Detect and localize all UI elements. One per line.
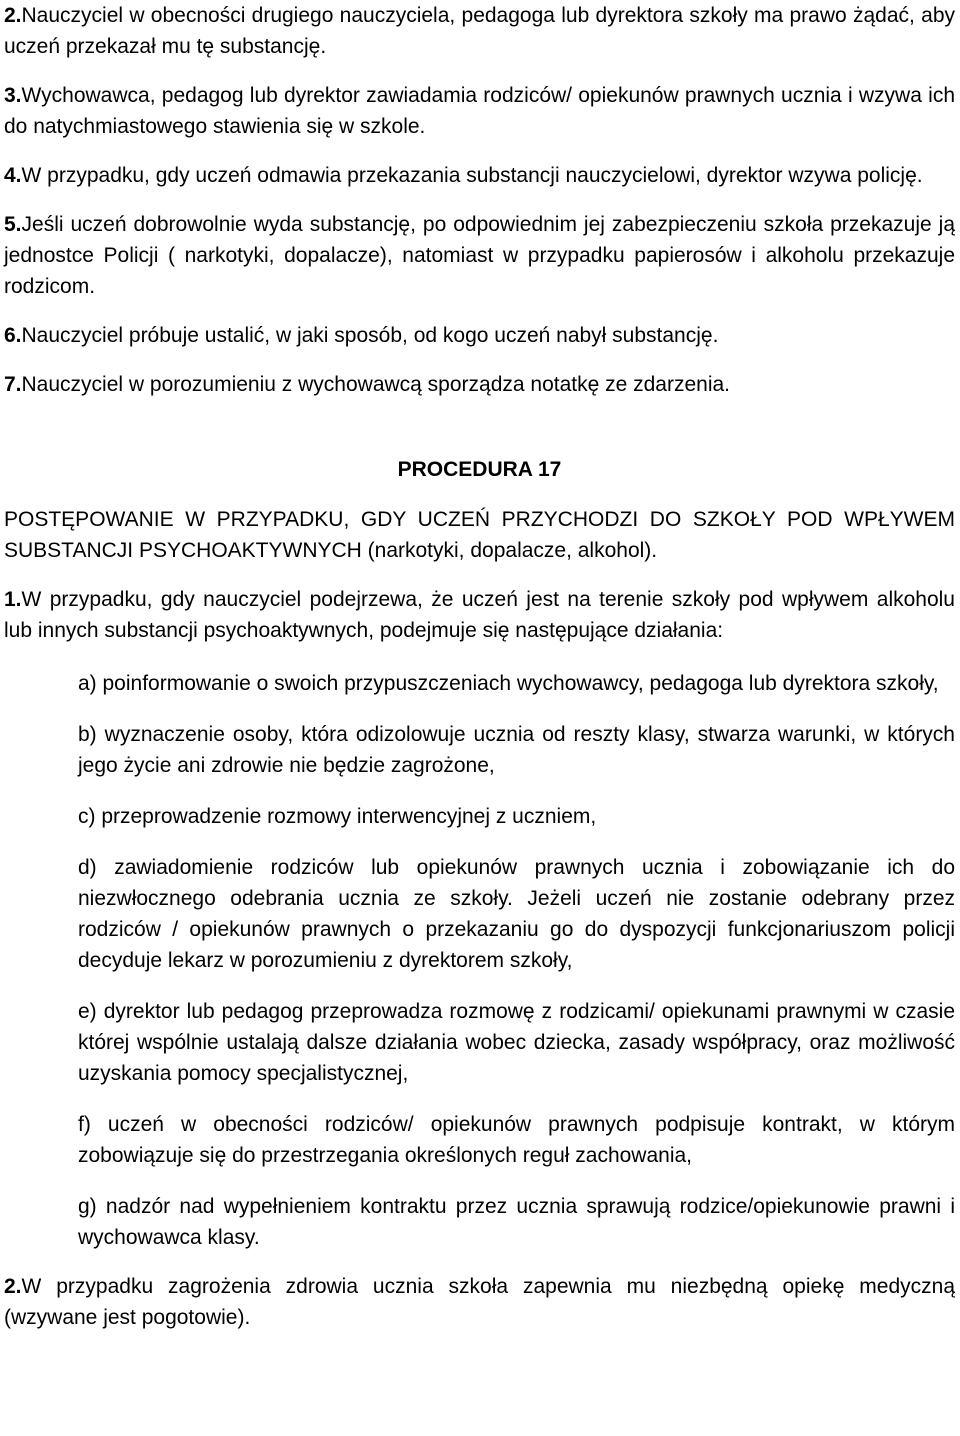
item-text: Jeśli uczeń dobrowolnie wyda substancję, po odpowiednim jej zabezpieczeniu szkoła przekazuje ją jednostce Policji ( narkotyki, dopalacze), natomiast w przypadku papierosów i alkoholu przekazuje rodzicom. [4,213,955,298]
sub-item-g: g) nadzór nad wypełnieniem kontraktu przez ucznia sprawują rodzice/opiekunowie prawni i wychowawca klasy. [78,1195,955,1249]
item-number: 7. [4,373,22,396]
item-number: 1. [4,588,22,611]
list-item-5 [4,209,955,302]
procedure-item-2 [4,1271,955,1333]
list-item-6 [4,320,955,351]
item-text: Nauczyciel w porozumieniu z wychowawcą sporządza notatkę ze zdarzenia. [21,373,731,396]
list-item-4 [4,160,955,191]
sub-item-c: c) przeprowadzenie rozmowy interwencyjnej z uczniem, [78,805,597,828]
item-text: Nauczyciel próbuje ustalić, w jaki sposób, od kogo uczeń nabył substancję. [21,324,719,347]
item-text: Nauczyciel w obecności drugiego nauczyciela, pedagoga lub dyrektora szkoły ma prawo żądać, aby uczeń przekazał mu tę substancję. [4,4,955,58]
item-number: 2. [4,4,22,27]
document-page [4,0,955,1333]
sub-item-b: b) wyznaczenie osoby, która odizolowuje ucznia od reszty klasy, stwarza warunki, w których jego życie ani zdrowie nie będzie zagrożone, [78,723,955,777]
sub-list [4,668,955,1253]
item-number: 3. [4,84,22,107]
item-text: Wychowawca, pedagog lub dyrektor zawiadamia rodziców/ opiekunów prawnych ucznia i wzywa ich do natychmiastowego stawienia się w szkole. [4,84,955,138]
item-number: 5. [4,213,22,236]
procedure-title: PROCEDURA 17 [397,458,562,481]
item-text: W przypadku zagrożenia zdrowia ucznia szkoła zapewnia mu niezbędną opiekę medyczną (wzywane jest pogotowie). [4,1275,955,1329]
procedure-item-1 [4,584,955,646]
item-number: 6. [4,324,22,347]
item-number: 2. [4,1275,22,1298]
item-number: 4. [4,164,22,187]
sub-item-d: d) zawiadomienie rodziców lub opiekunów prawnych ucznia i zobowiązanie ich do niezwłocznego odebrania ucznia ze szkoły. Jeżeli uczeń nie zostanie odebrany przez rodziców / opiekunów prawnych o przekazaniu go do dyspozycji funkcjonariuszom policji decyduje lekarz w porozumieniu z dyrektorem szkoły, [78,856,955,972]
sub-item-a: a) poinformowanie o swoich przypuszczeniach wychowawcy, pedagoga lub dyrektora szkoły, [78,672,939,695]
list-item-7 [4,369,955,400]
sub-item-e: e) dyrektor lub pedagog przeprowadza rozmowę z rodzicami/ opiekunami prawnymi w czasie której wspólnie ustalają dalsze działania wobec dziecka, zasady współpracy, oraz możliwość uzyskania pomocy specjalistycznej, [78,1000,955,1085]
procedure-heading: POSTĘPOWANIE W PRZYPADKU, GDY UCZEŃ PRZYCHODZI DO SZKOŁY POD WPŁYWEM SUBSTANCJI PSYCHOAKTYWNYCH (narkotyki, dopalacze, alkohol). [4,508,955,562]
list-item-2 [4,0,955,62]
item-text: W przypadku, gdy uczeń odmawia przekazania substancji nauczycielowi, dyrektor wzywa policję. [21,164,923,187]
sub-item-f: f) uczeń w obecności rodziców/ opiekunów prawnych podpisuje kontrakt, w którym zobowiązuje się do przestrzegania określonych reguł zachowania, [78,1113,955,1167]
list-item-3 [4,80,955,142]
item-text: W przypadku, gdy nauczyciel podejrzewa, że uczeń jest na terenie szkoły pod wpływem alkoholu lub innych substancji psychoaktywnych, podejmuje się następujące działania: [4,588,955,642]
